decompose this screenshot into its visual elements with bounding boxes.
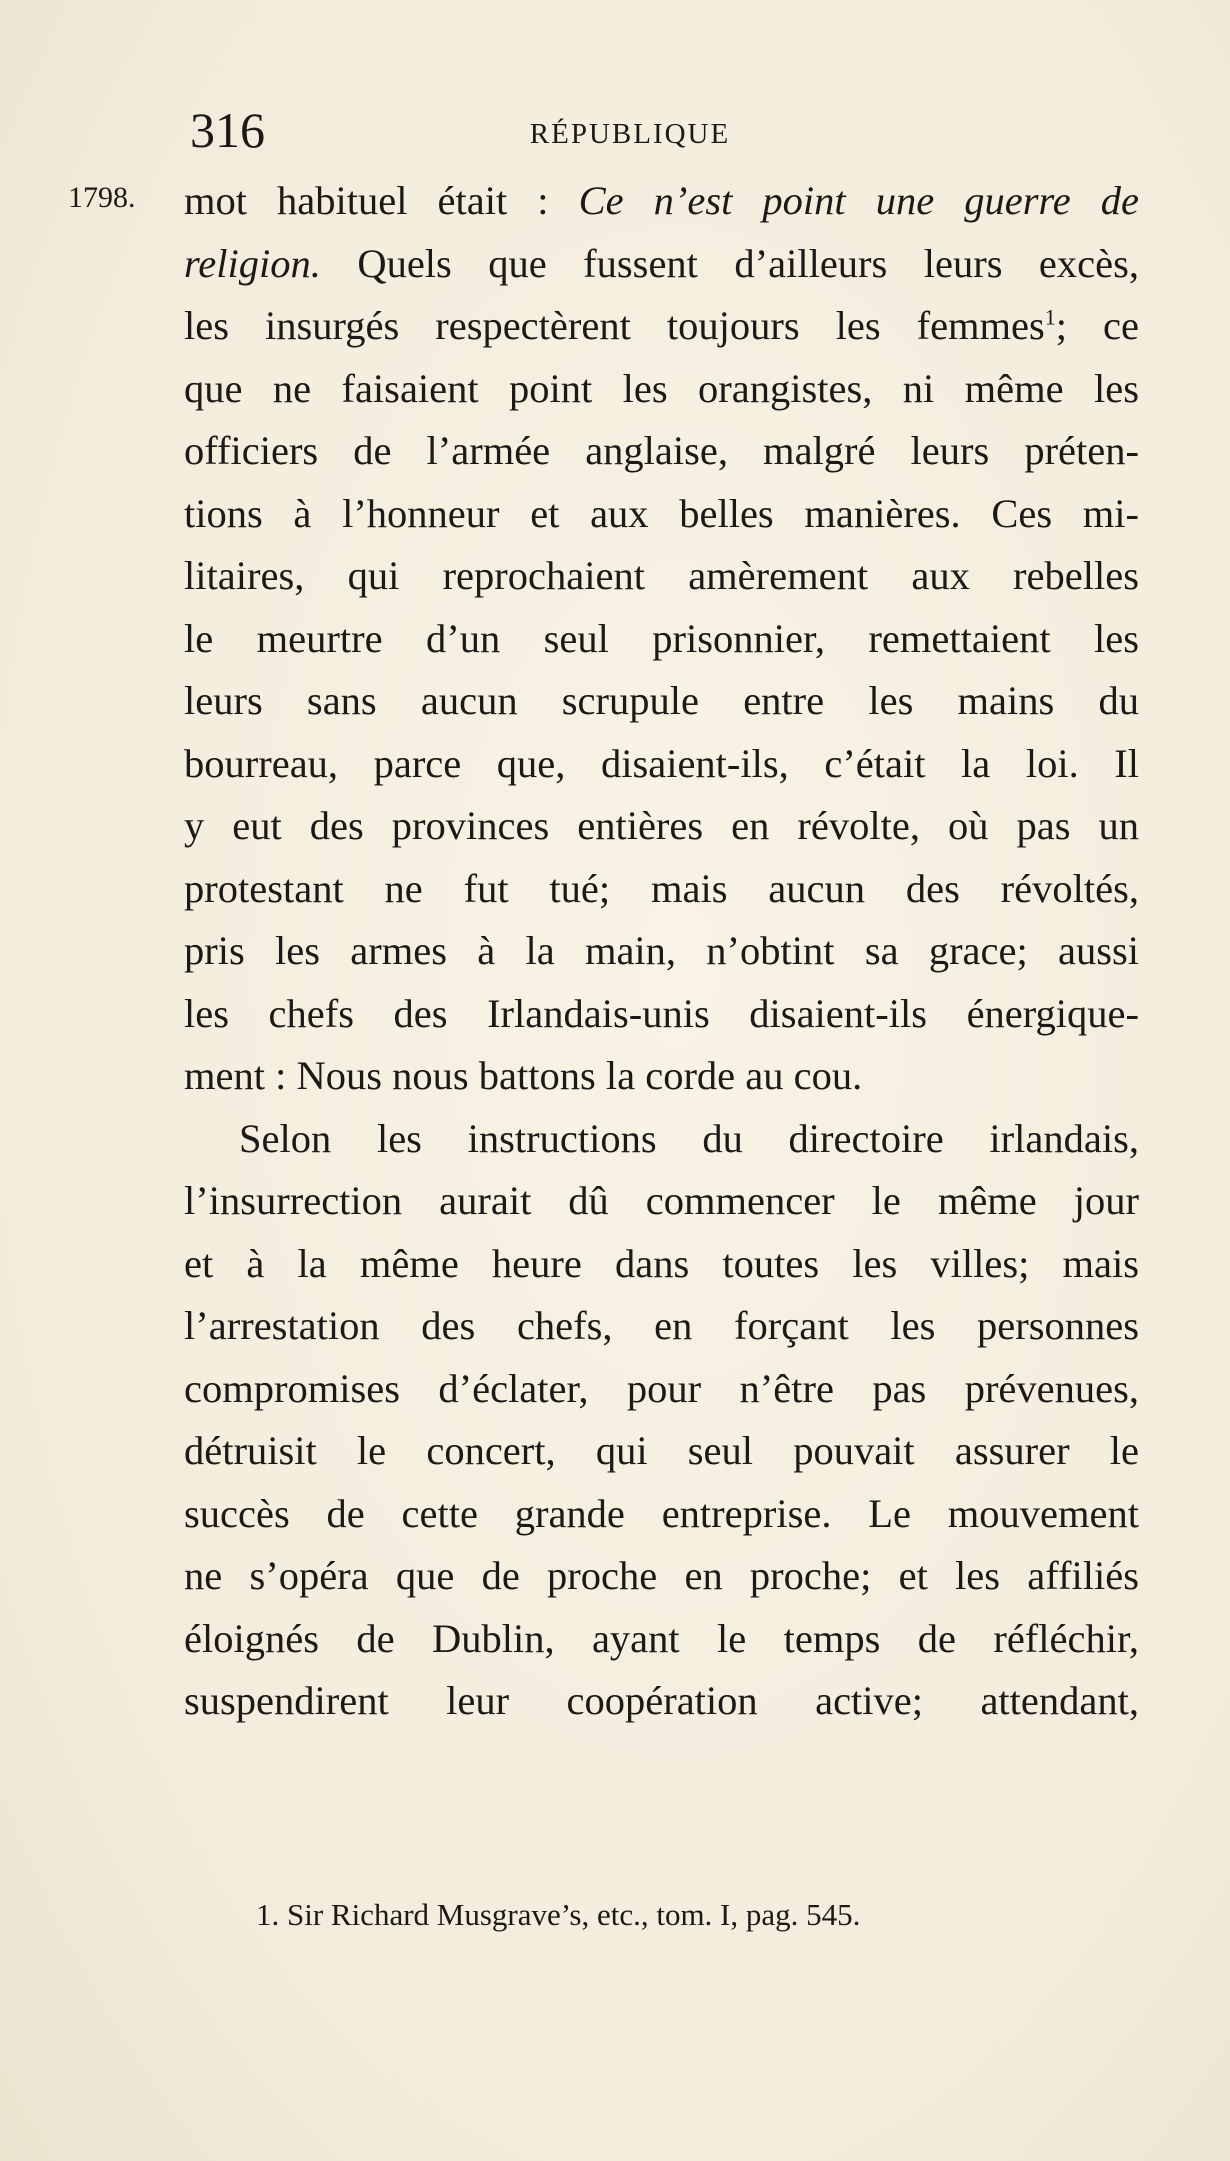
text-line: Selon les instructions du directoire irlandais, (239, 1115, 1139, 1161)
text-line: détruisit le concert, qui seul pouvait assurer le (184, 1428, 1139, 1473)
text-line: bourreau, parce que, disaient-ils, c’était la loi. Il (184, 740, 1139, 786)
text-line: ment : Nous nous battons la corde au cou. (184, 1053, 863, 1098)
text-line: y eut des provinces entières en révolte, où pas un (184, 803, 1139, 848)
text-line: pris les armes à la main, n’obtint sa grace; aussi (184, 928, 1139, 973)
text-line: le meurtre d’un seul prisonnier, remettaient les (184, 615, 1139, 661)
text-line: leurs sans aucun scrupule entre les mains du (184, 678, 1139, 723)
text-line: officiers de l’armée anglaise, malgré leurs préten- (184, 428, 1139, 473)
text-line: l’insurrection aurait dû commencer le même jour (184, 1178, 1139, 1223)
italic-quote: religion. (184, 240, 321, 286)
margin-year-note: 1798. (68, 181, 136, 214)
text-line: religion. Quels que fussent d’ailleurs leurs excès, (184, 240, 1139, 286)
italic-quote: Ce n’est point une guerre de (578, 178, 1139, 223)
text-line: l’arrestation des chefs, en forçant les personnes (184, 1303, 1139, 1348)
text-line: et à la même heure dans toutes les villes; mais (184, 1240, 1139, 1286)
body-text (184, 170, 1139, 1733)
text-line: litaires, qui reprochaient amèrement aux rebelles (184, 553, 1139, 598)
text-line: les insurgés respectèrent toujours les femmes$^1$; ce (184, 303, 1139, 348)
page-number: 316 (190, 102, 265, 158)
footnote-marker: 1 (1044, 304, 1056, 330)
text-line: éloignés de Dublin, ayant le temps de réfléchir, (184, 1615, 1139, 1661)
text-line: que ne faisaient point les orangistes, ni même les (184, 365, 1139, 411)
text-line: mot habituel était : Ce n’est point une guerre de (184, 178, 1139, 223)
text-line: succès de cette grande entreprise. Le mouvement (184, 1490, 1139, 1536)
running-head: RÉPUBLIQUE (529, 118, 731, 150)
text-line: protestant ne fut tué; mais aucun des révoltés, (184, 865, 1139, 911)
text-line: tions à l’honneur et aux belles manières. Ces mi- (184, 490, 1139, 536)
text-line: compromises d’éclater, pour n’être pas prévenues, (184, 1365, 1139, 1411)
footnote: 1. Sir Richard Musgrave’s, etc., tom. I, pag. 545. (256, 1897, 861, 1932)
page-header (190, 100, 1070, 160)
text-line: les chefs des Irlandais-unis disaient-ils énergique- (184, 990, 1139, 1036)
text-line: ne s’opéra que de proche en proche; et les affiliés (184, 1553, 1139, 1598)
text-line: suspendirent leur coopération active; attendant, (184, 1678, 1139, 1723)
